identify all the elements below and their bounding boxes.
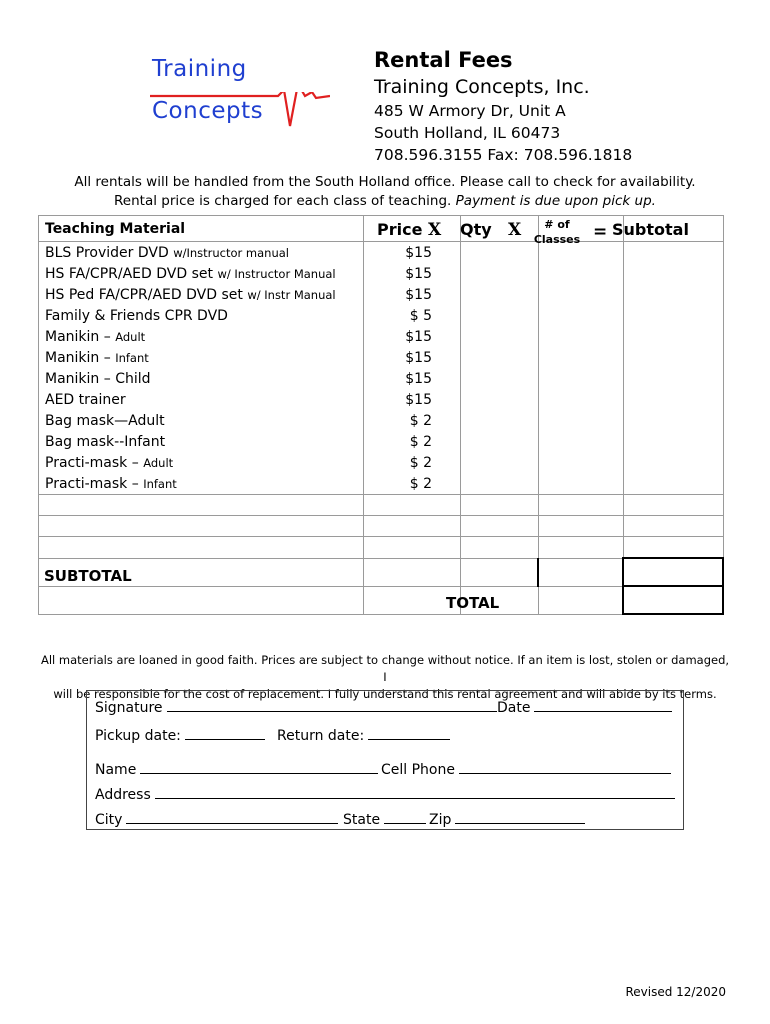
classes-cell[interactable] [538, 431, 623, 452]
address-line-2: South Holland, IL 60473 [374, 124, 561, 142]
name-field[interactable] [140, 759, 378, 774]
material-cell [39, 368, 364, 389]
header-qty: Qty [460, 220, 492, 239]
price-cell: $ 5 [364, 305, 461, 326]
city-label: City [95, 812, 123, 828]
row-subtotal-cell[interactable] [623, 410, 723, 431]
material-name: Manikin – [45, 349, 111, 366]
blank-row [39, 516, 724, 537]
classes-cell[interactable] [538, 284, 623, 305]
material-note: w/Instructor manual [173, 245, 289, 260]
table-row [39, 242, 724, 264]
blank-price-cell[interactable] [364, 537, 461, 559]
qty-cell[interactable] [461, 389, 539, 410]
classes-cell[interactable] [538, 326, 623, 347]
page-title: Rental Fees [374, 48, 513, 72]
rental-table [38, 215, 724, 615]
table-row [39, 473, 724, 495]
blank-classes-cell[interactable] [538, 516, 623, 537]
material-cell [39, 305, 364, 326]
intro-text: Rental price is charged for each class of teaching. [114, 193, 452, 209]
material-name: Bag mask--Infant [45, 433, 166, 450]
row-subtotal-cell[interactable] [623, 389, 723, 410]
table-row [39, 389, 724, 410]
total-classes-cell [538, 586, 623, 614]
price-cell: $15 [364, 347, 461, 368]
total-label: TOTAL [446, 594, 500, 612]
total-value-box[interactable] [623, 586, 723, 614]
classes-cell[interactable] [538, 389, 623, 410]
table-row [39, 284, 724, 305]
price-cell: $ 2 [364, 452, 461, 473]
signature-label: Signature [95, 700, 163, 716]
signature-form [86, 690, 684, 830]
material-cell [39, 284, 364, 305]
cell-phone-field[interactable] [459, 759, 671, 774]
material-note: w/ Instructor Manual [217, 266, 336, 281]
qty-cell[interactable] [461, 431, 539, 452]
disclaimer-line-1: All materials are loaned in good faith. Prices are subject to change without notice. If an item is lost, stolen or damaged, I [40, 653, 730, 684]
name-line [95, 759, 378, 778]
revision-date: Revised 12/2020 [625, 985, 726, 999]
total-row [39, 586, 724, 614]
date-label: Date [497, 700, 531, 716]
table-row [39, 368, 724, 389]
price-cell: $15 [364, 263, 461, 284]
table-row [39, 410, 724, 431]
blank-price-cell[interactable] [364, 516, 461, 537]
logo-word-concepts: Concepts [152, 98, 264, 124]
material-cell [39, 431, 364, 452]
material-name: Practi-mask – [45, 475, 139, 492]
return-line [277, 725, 450, 744]
classes-cell[interactable] [538, 473, 623, 495]
blank-row [39, 495, 724, 516]
date-field[interactable] [534, 697, 672, 712]
classes-cell[interactable] [538, 452, 623, 473]
intro-line-1: All rentals will be handled from the South Holland office. Please call to check for availability. [74, 174, 696, 190]
price-cell: $15 [364, 242, 461, 264]
material-note: Adult [115, 329, 146, 344]
blank-classes-cell[interactable] [538, 537, 623, 559]
blank-subtotal-cell[interactable] [623, 516, 723, 537]
qty-cell[interactable] [461, 347, 539, 368]
qty-cell[interactable] [461, 284, 539, 305]
price-cell: $ 2 [364, 431, 461, 452]
date-line [497, 697, 672, 716]
row-subtotal-cell[interactable] [623, 431, 723, 452]
material-cell [39, 242, 364, 264]
price-cell: $15 [364, 284, 461, 305]
material-name: Practi-mask – [45, 454, 139, 471]
row-subtotal-cell[interactable] [623, 263, 723, 284]
city-line [95, 809, 338, 828]
material-cell [39, 389, 364, 410]
blank-row [39, 537, 724, 559]
heartbeat-line-icon [150, 92, 330, 142]
price-cell: $15 [364, 326, 461, 347]
material-name: Bag mask—Adult [45, 412, 165, 429]
blank-subtotal-cell[interactable] [623, 495, 723, 516]
qty-cell[interactable] [461, 473, 539, 495]
price-cell: $ 2 [364, 473, 461, 495]
material-cell [39, 452, 364, 473]
zip-field[interactable] [455, 809, 585, 824]
header-multiply-2: X [508, 220, 522, 240]
qty-cell[interactable] [461, 305, 539, 326]
row-subtotal-cell[interactable] [623, 452, 723, 473]
header-equals: = [593, 222, 608, 242]
blank-material-cell[interactable] [39, 537, 364, 559]
row-subtotal-cell[interactable] [623, 473, 723, 495]
pickup-line [95, 725, 265, 744]
header-classes-line2: Classes [533, 233, 581, 246]
address-field[interactable] [155, 784, 675, 799]
qty-cell[interactable] [461, 263, 539, 284]
price-cell: $15 [364, 368, 461, 389]
material-name: AED trainer [45, 391, 126, 408]
blank-qty-cell[interactable] [461, 537, 539, 559]
table-row [39, 263, 724, 284]
subtotal-price-cell [364, 558, 461, 586]
row-subtotal-cell[interactable] [623, 305, 723, 326]
qty-cell[interactable] [461, 326, 539, 347]
row-subtotal-cell[interactable] [623, 347, 723, 368]
row-subtotal-cell[interactable] [623, 242, 723, 264]
material-name: Manikin – Child [45, 370, 151, 387]
row-subtotal-cell[interactable] [623, 284, 723, 305]
blank-price-cell[interactable] [364, 495, 461, 516]
zip-line [429, 809, 585, 828]
logo-word-training: Training [152, 56, 247, 82]
table-row [39, 431, 724, 452]
pickup-date-field[interactable] [185, 725, 265, 740]
material-name: Manikin – [45, 328, 111, 345]
classes-cell[interactable] [538, 263, 623, 284]
material-cell [39, 347, 364, 368]
address-line [95, 784, 675, 803]
cell-label: Cell Phone [381, 762, 455, 778]
blank-material-cell[interactable] [39, 516, 364, 537]
name-label: Name [95, 762, 137, 778]
material-name: HS FA/CPR/AED DVD set [45, 265, 213, 282]
price-cell: $ 2 [364, 410, 461, 431]
state-line [343, 809, 426, 828]
material-name: Family & Friends CPR DVD [45, 307, 228, 324]
header-multiply-1: X [428, 220, 442, 240]
blank-qty-cell[interactable] [461, 495, 539, 516]
blank-material-cell[interactable] [39, 495, 364, 516]
subtotal-label: SUBTOTAL [44, 567, 132, 585]
classes-cell[interactable] [538, 305, 623, 326]
row-subtotal-cell[interactable] [623, 326, 723, 347]
material-note: Infant [115, 350, 149, 365]
pickup-label: Pickup date: [95, 728, 181, 744]
table-row [39, 326, 724, 347]
company-name: Training Concepts, Inc. [374, 76, 590, 98]
phone-fax: 708.596.3155 Fax: 708.596.1818 [374, 146, 633, 164]
subtotal-value-box[interactable] [623, 558, 723, 586]
subtotal-qty-cell [461, 558, 539, 586]
material-name: BLS Provider DVD [45, 244, 169, 261]
blank-classes-cell[interactable] [538, 495, 623, 516]
header-subtotal: Subtotal [612, 220, 689, 239]
header-classes-line1: # of [544, 218, 570, 231]
subtotal-row [39, 558, 724, 586]
classes-cell[interactable] [538, 368, 623, 389]
return-date-field[interactable] [368, 725, 450, 740]
signature-field[interactable] [167, 697, 497, 712]
state-field[interactable] [384, 809, 426, 824]
material-note: Infant [143, 476, 177, 491]
table-row [39, 347, 724, 368]
price-cell: $15 [364, 389, 461, 410]
material-cell [39, 473, 364, 495]
material-note: w/ Instr Manual [247, 287, 336, 302]
header-material: Teaching Material [39, 216, 364, 242]
material-cell [39, 410, 364, 431]
material-cell [39, 263, 364, 284]
material-cell [39, 326, 364, 347]
qty-cell[interactable] [461, 368, 539, 389]
qty-cell[interactable] [461, 452, 539, 473]
city-field[interactable] [126, 809, 338, 824]
state-label: State [343, 812, 381, 828]
classes-cell[interactable] [538, 347, 623, 368]
total-empty-cell [39, 586, 364, 614]
row-subtotal-cell[interactable] [623, 368, 723, 389]
company-logo [140, 52, 330, 144]
table-row [39, 452, 724, 473]
blank-subtotal-cell[interactable] [623, 537, 723, 559]
zip-label: Zip [429, 812, 452, 828]
table-row [39, 305, 724, 326]
disclaimer-line-2: will be responsible for the cost of replacement. I fully understand this rental agreement and will abide by its terms. [53, 687, 717, 701]
subtotal-classes-cell [538, 558, 623, 586]
cell-line [381, 759, 671, 778]
material-name: HS Ped FA/CPR/AED DVD set [45, 286, 243, 303]
header-price: Price [377, 220, 423, 239]
header-classes [520, 217, 594, 247]
return-label: Return date: [277, 728, 365, 744]
signature-line [95, 697, 497, 716]
classes-cell[interactable] [538, 410, 623, 431]
qty-cell[interactable] [461, 410, 539, 431]
blank-qty-cell[interactable] [461, 516, 539, 537]
address-label: Address [95, 787, 151, 803]
intro-emphasis: Payment is due upon pick up. [455, 193, 656, 209]
address-line-1: 485 W Armory Dr, Unit A [374, 102, 566, 120]
material-note: Adult [143, 455, 174, 470]
intro-line-2 [0, 192, 770, 211]
